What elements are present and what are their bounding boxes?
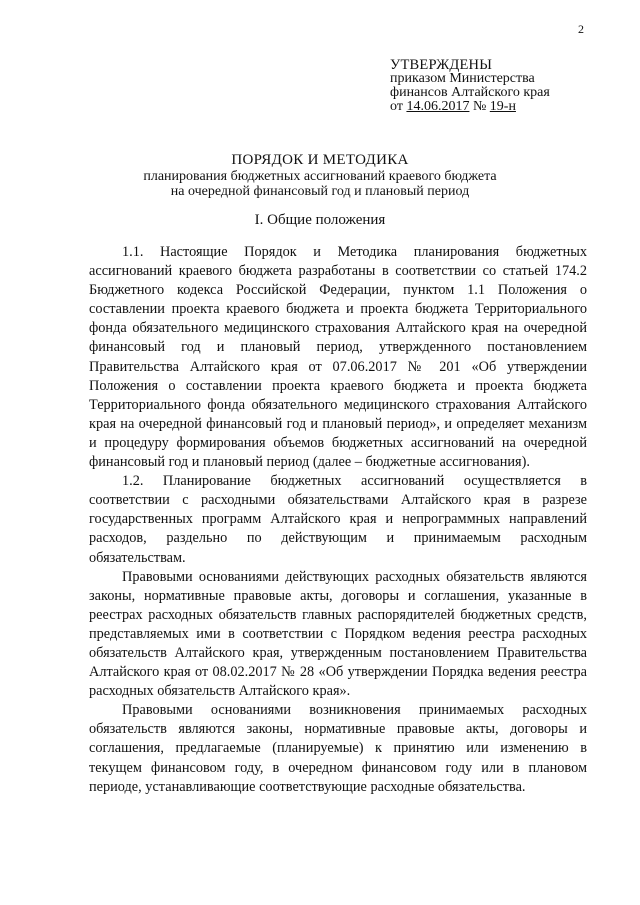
approval-date-prefix: от xyxy=(390,99,407,114)
approval-stamp xyxy=(390,58,550,114)
approval-heading: УТВЕРЖДЕНЫ xyxy=(390,57,493,73)
approval-date: 14.06.2017 xyxy=(406,99,470,114)
paragraph-1-2: 1.2. Планирование бюджетных ассигнований осуществляется в соответствии с расходными обязательствами Алтайского края в разрезе государственных программ Алтайского края и непрограммных направлений расходов, раздельно по действующим и принимаемым расходным обязательствам. xyxy=(89,473,587,566)
title-subtitle-1: планирования бюджетных ассигнований краевого бюджета xyxy=(143,169,497,184)
paragraph-1-1: 1.1. Настоящие Порядок и Методика планирования бюджетных ассигнований краевого бюджета разработаны в соответствии со статьей 174.2 Бюджетного кодекса Российской Федерации, пунктом 1.1 Положения о составлении проекта краевого бюджета и проекта бюджета Территориального фонда обязательного медицинского страхования Алтайского края на очередной финансовый год и плановый период, утвержденного постановлением Правительства Алтайского края от 07.06.2017 № 201 «Об утверждении Положения о составлении проекта краевого бюджета и проекта бюджета Территориального фонда обязательного медицинского страхования Алтайского края на очередной финансовый год и плановый период», и определяет механизм и процедуру формирования объемов бюджетных ассигнований на очередной финансовый год и плановый период (далее – бюджетные ассигнования). xyxy=(89,244,587,471)
approval-line-1: приказом Министерства xyxy=(390,71,535,86)
approval-line-2: финансов Алтайского края xyxy=(390,85,550,100)
page-number: 2 xyxy=(578,22,584,36)
document-title xyxy=(0,152,640,199)
section-heading: I. Общие положения xyxy=(254,212,386,228)
approval-number-prefix: № xyxy=(469,99,490,114)
paragraph-legal-basis-existing: Правовыми основаниями действующих расходных обязательств являются законы, нормативные правовые акты, договоры и соглашения, указанные в реестрах расходных обязательств главных распорядителей бюджетных средств, представляемых ими в соответствии с Порядком ведения реестра расходных обязательств Алтайского края, утвержденным постановлением Правительства Алтайского края от 08.02.2017 № 28 «Об утверждении Порядка ведения реестра расходных обязательств Алтайского края». xyxy=(89,568,587,700)
document-body xyxy=(89,243,587,797)
paragraph-legal-basis-new: Правовыми основаниями возникновения принимаемых расходных обязательств являются законы, нормативные правовые акты, договоры и соглашения, предлагаемые (планируемые) к принятию или изменению в текущем финансовом году, в очередном финансовом году или в плановом периоде, устанавливающие соответствующие расходные обязательства. xyxy=(89,702,587,795)
title-subtitle-2: на очередной финансовый год и плановый период xyxy=(170,184,470,199)
approval-date-line xyxy=(390,100,550,114)
approval-number: 19-н xyxy=(489,99,516,114)
title-main: ПОРЯДОК И МЕТОДИКА xyxy=(231,152,409,168)
